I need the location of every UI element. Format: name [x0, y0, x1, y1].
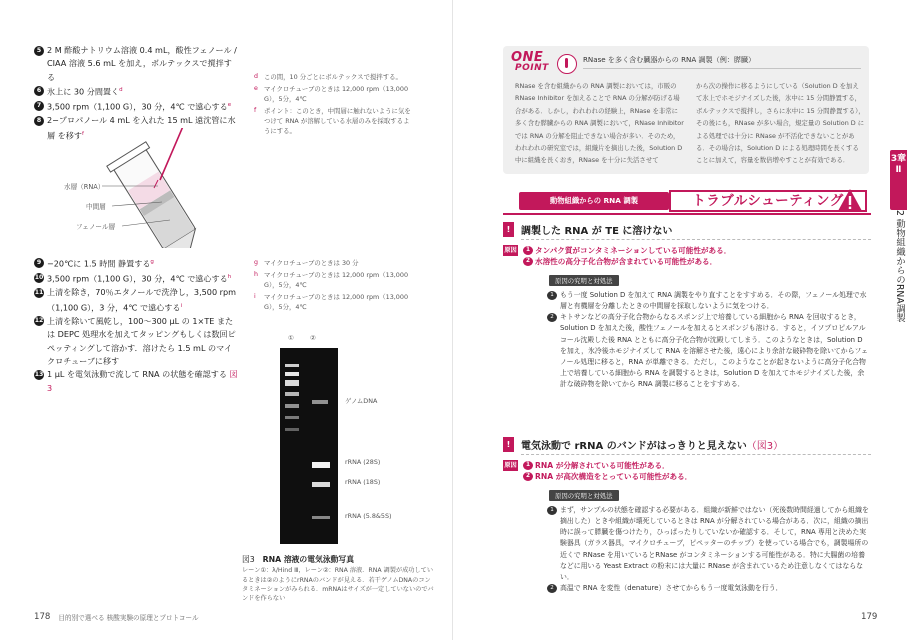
step-item [34, 99, 239, 114]
note-text: マイクロチューブのときは 12,000 rpm（13,000 G），5分，4℃ [264, 271, 409, 289]
reason-item [547, 505, 871, 583]
question-divider [521, 454, 871, 455]
step-text-body: 2−プロパノール 4 mL を入れた 15 mL 遠沈管に水層 を移す [47, 115, 236, 141]
question-heading [503, 437, 871, 452]
figure-title [242, 555, 434, 564]
trouble-item-2 [503, 437, 871, 594]
step-number: 9 [34, 258, 44, 268]
one-point-body [515, 80, 865, 170]
cause-text: RNA が分解されている可能性がある． [535, 461, 670, 470]
note-item [254, 258, 414, 268]
step-text [47, 256, 239, 271]
note-mark: d [119, 87, 123, 94]
step-text [47, 271, 239, 286]
page-number: 179 [861, 612, 878, 622]
cause-number: 2 [523, 472, 533, 481]
note-text: ポイント：このとき，中間層に触れないように気をつけて RNA が溶解している水層のみを採取するようにする。 [264, 107, 411, 135]
reason-text: 高温で RNA を変性（denature）させてからもう一度電気泳動を行う． [560, 584, 783, 593]
note-mark: g [150, 259, 154, 265]
note-item [254, 292, 414, 312]
step-text-body: 氷上に 30 分間置く [47, 86, 120, 97]
step-item [34, 286, 239, 315]
side-notes-b [254, 258, 414, 314]
reason-number: 1 [547, 291, 557, 300]
lane-1-label: ① [288, 334, 294, 342]
reason-text: もう一度 Solution D を加えて RNA 調製をやり直すことをすすめる．その際，フェノール処理で水層と有機層を分離したときの中間層を採取しないように気をつける． [560, 290, 867, 311]
left-page [0, 0, 453, 640]
troubleshooting-title: トラブルシューティング [669, 190, 867, 212]
figure-ref-link[interactable]: 図3 [47, 369, 238, 393]
note-item [254, 72, 414, 82]
step-number: 13 [34, 370, 44, 378]
exclamation-icon: ! [503, 437, 514, 452]
question-text [521, 437, 783, 452]
lane-2-label: ② [310, 334, 316, 342]
note-mark: d [254, 73, 258, 80]
reason-text: キトサンなどの高分子化合物からなるスポンジ上で培養している細胞から RNA を回収するとき，Solution D を加えた後，酸性フェノールを加えるとスポンジも溶ける．すると，イソプロピルアルコール沈殿した後 RNA とともに高分子化合物が沈殿してしまう．このようなときは，Solution D を加え，氷冷後ホモジナイズして RNA を溶解させた後，遠心により余計な破砕物を除いてからフェノール処理に移ると，RNA が単離できる．ただし，このようなことが起きないように高分子化合物上で培養している細胞から RNA を調製するときは，Solution D を加えてホモジナイズした後，余計な破砕物を除いてから RNA 調製に移ることをすすめる． [560, 313, 868, 389]
reason-text: まず，サンプルの状態を確認する必要がある．組織が新鮮ではない（死後数時間経過してから組織を摘出した）ときや組織が壊死しているときは RNA が分解されている場合がある．次に，組織の摘出時に誤って膵臓を傷つけたり，ひっぱったりしていないか確認する．そして，RNA 専用と決めた実験器具（ガラス器具，マイクロチューブ，ピペッターのチップ）を使っている場合でも，調製場所の近くで RNase を用いているとRNase がコンタミネーションする可能性がある．特に大腸菌の培養などに用いる Yeast Extract の粉末には大量に RNase が含まれているため注意しなくてはならない． [560, 505, 869, 582]
reason-number: 2 [547, 584, 557, 593]
step-item [34, 368, 239, 395]
gel-band [285, 428, 299, 431]
logo-one-text: ONE [511, 50, 544, 65]
figure-ref-link[interactable]: （図3） [746, 441, 784, 452]
note-mark: g [254, 259, 258, 266]
note-item [254, 84, 414, 104]
question-text: 調製した RNA が TE に溶けない [521, 226, 673, 237]
step-number: 6 [34, 86, 44, 96]
cause-item [523, 256, 871, 267]
step-number: 11 [34, 288, 44, 296]
step-item [34, 84, 239, 99]
step-text [47, 286, 239, 315]
cause-block [503, 245, 871, 268]
cause-block [503, 460, 871, 483]
exclamation-icon: ! [503, 222, 514, 237]
step-text-body: 上清を除き，70％エタノールで洗浄し，3,500 rpm（1,100 G），3 分，4℃ で遠心する [47, 287, 237, 313]
step-item [34, 44, 239, 84]
note-text: マイクロチューブのときは 30 分 [264, 259, 359, 267]
note-text: この間，10 分ごとにボルテックスで撹拌する。 [264, 73, 402, 81]
one-point-logo [507, 50, 577, 76]
note-mark: h [254, 271, 258, 278]
step-item [34, 271, 239, 286]
pointing-hand-icon [557, 54, 577, 74]
reason-item [547, 290, 871, 312]
cause-text: RNA が高次構造をとっている可能性がある． [535, 472, 693, 482]
left-footer [34, 612, 199, 622]
gel-band [312, 462, 330, 468]
rrna-18s-label: rRNA (18S) [345, 478, 381, 486]
reason-item [547, 583, 871, 594]
warning-icon [837, 188, 863, 212]
gel-band [285, 404, 299, 408]
one-point-box [503, 46, 869, 174]
water-layer-label: 水層（RNA） [64, 183, 105, 191]
note-item [254, 270, 414, 290]
right-page [453, 0, 907, 640]
step-number: 12 [34, 317, 44, 325]
cause-item [523, 245, 871, 256]
note-mark: f [81, 130, 84, 137]
note-mark: i [180, 302, 182, 309]
reason-number: 2 [547, 313, 557, 322]
phenol-layer-label: フェノール層 [76, 223, 116, 231]
note-mark: h [227, 274, 232, 281]
note-item [254, 106, 414, 136]
step-number: 5 [34, 46, 44, 56]
cause-text: タンパク質がコンタミネーションしている可能性がある． [535, 246, 732, 255]
reason-item [547, 312, 871, 390]
cause-tag: 原因 [504, 247, 517, 254]
figure-title-text: RNA 溶液の電気泳動写真 [262, 555, 355, 564]
tube-illustration [64, 128, 240, 248]
note-mark: f [254, 107, 257, 114]
one-point-col-2: から次の操作に移るようにしている（Solution D を加えて氷上でホモジナイズした後，氷中に 15 分間静置する，ボルテックスで撹拌し，さらに氷中に 15 分間静置する），その後にも，RNase が多い場合，規定量の Solution D による処理では十分に RNase が不活化できないことがある．その場合は，Solution D による処理時間を長くすることに加えて，容量を数倍増やすことが有効である． [696, 82, 865, 165]
reason-number: 1 [547, 506, 557, 515]
gel-band [312, 400, 328, 404]
gel-band [285, 416, 299, 419]
header-divider [503, 213, 871, 215]
note-text: マイクロチューブのときは 12,000 rpm（13,000 G），5分，4℃ [264, 85, 409, 103]
step-number: 7 [34, 101, 44, 111]
note-mark: i [254, 293, 256, 300]
genomic-dna-label: ゲノムDNA [345, 397, 378, 405]
rrna-58s-label: rRNA (5.8&5S) [345, 512, 392, 520]
question-text-body: 電気泳動で rRNA のバンドがはっきりと見えない [521, 441, 747, 452]
reason-tag: 原因の究明と対処法 [549, 275, 619, 286]
cause-number: 2 [523, 257, 533, 266]
one-point-col-1: RNase を含む組織からの RNA 調製においては，市販の RNase Inhibitor を加えることで RNA の分解が防げる場合がある．しかし，われわれの経験上，RNase を非常に多く含む膵臓からの RNA 調製において，RNase Inhibitor では RNA の分解を阻止できない場合が多い．そのため，われわれの研究室では，組織片を摘出した後，Solution D 中に組織を長くおき，RNase を十分に失活させて [515, 82, 684, 165]
note-mark: e [254, 85, 258, 92]
step-number: 8 [34, 116, 44, 126]
step-text: 2 M 酢酸ナトリウム溶液 0.4 mL，酸性フェノール / CIAA 溶液 5.6 mL を加え，ボルテックスで撹拌する [47, 45, 237, 82]
trouble-item-1 [503, 222, 871, 391]
step-text: 上清を除いて風乾し，100〜300 μL の 1×TE または DEPC 処理水を加えてタッピングもしくは数回ピペッティングして溶かす．溶けたら 1.5 mL のマイクロチューブに移す [47, 315, 236, 366]
figure-number: 図3 [242, 555, 255, 564]
rrna-28s-label: rRNA (28S) [345, 458, 381, 466]
page-number: 178 [34, 612, 51, 622]
question-divider [521, 239, 871, 240]
step-text-body: −20℃に 1.5 時間 静置する [47, 258, 151, 269]
note-mark: e [227, 102, 232, 109]
cause-item [523, 471, 871, 482]
step-text-body: 3,500 rpm（1,100 G），30 分，4℃ で遠心する [47, 273, 228, 284]
step-number: 10 [34, 273, 44, 281]
figure-caption [242, 555, 434, 603]
figure-caption-text: レーン①：λ/Hind Ⅲ，レーン②：RNA 溶液．RNA 調製が成功しているときは②のようにrRNAのバンドが見える．若干ゲノムDNAのコンタミネーションがみられる．mRNAはサイズが一定していないのでバンドを作らない [242, 567, 434, 603]
section-label: 動物組織からの RNA 調製 [519, 192, 669, 210]
section-tab: 2 動物組織からのRNA調製 [894, 210, 905, 323]
one-point-title: RNase を多く含む臓器からの RNA 調製（例：膵臓） [583, 55, 861, 69]
question-heading [503, 222, 871, 237]
cause-number: 1 [523, 461, 533, 470]
gel-image [280, 348, 338, 544]
step-text-body: 1 μL を電気泳動で流して RNA の状態を確認する [47, 369, 227, 380]
gel-band [312, 482, 330, 487]
cause-item [523, 460, 871, 471]
step-text [47, 99, 239, 114]
side-notes-a [254, 72, 414, 138]
book-title: 目的別で選べる 核酸実験の原理とプロトコール [58, 614, 199, 622]
reason-tag: 原因の究明と対処法 [549, 490, 619, 501]
logo-point-text: POINT [515, 63, 549, 73]
note-text: マイクロチューブのときは 12,000 rpm（13,000 G），5分，4℃ [264, 293, 409, 311]
cause-tag: 原因 [504, 462, 517, 469]
gel-band [285, 380, 299, 386]
step-item [34, 315, 239, 369]
protocol-steps-b [34, 256, 239, 395]
step-item [34, 256, 239, 271]
cause-number: 1 [523, 246, 533, 255]
gel-band [312, 516, 330, 519]
troubleshooting-header [503, 190, 871, 212]
gel-band [285, 392, 299, 396]
middle-layer-label: 中間層 [86, 203, 106, 211]
gel-band [285, 372, 299, 376]
step-text [47, 368, 239, 395]
chapter-tab: 3章Ⅱ [890, 150, 907, 210]
step-text-body: 3,500 rpm（1,100 G），30 分，4℃ で遠心する [47, 102, 228, 112]
reason-list [547, 290, 871, 391]
reason-list [547, 505, 871, 595]
cause-text: 水溶性の高分子化合物が含まれている可能性がある． [535, 257, 718, 267]
gel-band [285, 364, 299, 367]
step-text [47, 84, 239, 99]
